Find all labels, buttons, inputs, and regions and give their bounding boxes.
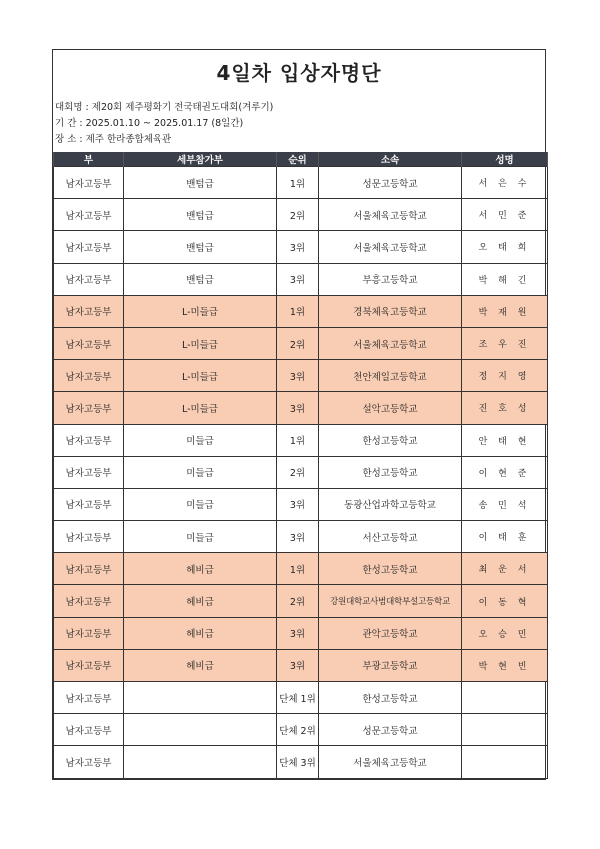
cell-category (124, 746, 277, 778)
cell-category: 헤비급 (124, 585, 277, 617)
cell-rank: 3위 (277, 521, 319, 553)
cell-school: 동광산업과학고등학교 (319, 488, 462, 520)
table-row (54, 488, 548, 520)
cell-school: 관악고등학교 (319, 617, 462, 649)
table-row (54, 553, 548, 585)
cell-rank: 2위 (277, 456, 319, 488)
table-row (54, 585, 548, 617)
cell-name: 이 현 준 (462, 456, 548, 488)
cell-name: 오 승 민 (462, 617, 548, 649)
cell-division: 남자고등부 (54, 682, 124, 714)
cell-school: 천안제일고등학교 (319, 360, 462, 392)
cell-rank: 3위 (277, 231, 319, 263)
cell-school: 부광고등학교 (319, 649, 462, 681)
cell-rank: 1위 (277, 167, 319, 199)
cell-division: 남자고등부 (54, 231, 124, 263)
cell-rank: 3위 (277, 488, 319, 520)
cell-category: 헤비급 (124, 617, 277, 649)
cell-school: 서울체육고등학교 (319, 231, 462, 263)
cell-name: 서 민 준 (462, 199, 548, 231)
cell-name: 정 지 영 (462, 360, 548, 392)
cell-rank: 단체 3위 (277, 746, 319, 778)
header-division: 부 (54, 152, 124, 167)
results-table (53, 152, 548, 779)
event-period: 기 간 : 2025.01.10 ~ 2025.01.17 (8일간) (55, 118, 244, 129)
table-row (54, 682, 548, 714)
cell-category: L-미들급 (124, 392, 277, 424)
cell-rank: 2위 (277, 327, 319, 359)
cell-name: 최 운 서 (462, 553, 548, 585)
cell-category: L-미들급 (124, 327, 277, 359)
cell-category: 헤비급 (124, 649, 277, 681)
cell-category: L-미들급 (124, 360, 277, 392)
cell-rank: 3위 (277, 360, 319, 392)
cell-name: 박 재 원 (462, 295, 548, 327)
table-row (54, 456, 548, 488)
table-row (54, 327, 548, 359)
event-venue: 장 소 : 제주 한라종합체육관 (55, 134, 172, 145)
cell-school: 설악고등학교 (319, 392, 462, 424)
cell-name: 이 동 혁 (462, 585, 548, 617)
cell-name: 박 해 긴 (462, 263, 548, 295)
cell-name (462, 746, 548, 778)
table-row (54, 714, 548, 746)
cell-category: 미들급 (124, 521, 277, 553)
cell-school: 한성고등학교 (319, 553, 462, 585)
cell-name: 서 은 수 (462, 167, 548, 199)
cell-rank: 1위 (277, 424, 319, 456)
header-rank: 순위 (277, 152, 319, 167)
cell-rank: 단체 2위 (277, 714, 319, 746)
table-row (54, 231, 548, 263)
cell-rank: 3위 (277, 263, 319, 295)
cell-category: 미들급 (124, 456, 277, 488)
cell-rank: 1위 (277, 553, 319, 585)
table-header (54, 152, 548, 167)
cell-division: 남자고등부 (54, 617, 124, 649)
cell-division: 남자고등부 (54, 746, 124, 778)
table-row (54, 617, 548, 649)
table-row (54, 392, 548, 424)
cell-category (124, 714, 277, 746)
cell-rank: 2위 (277, 585, 319, 617)
cell-name: 이 태 훈 (462, 521, 548, 553)
cell-division: 남자고등부 (54, 521, 124, 553)
cell-school: 서산고등학교 (319, 521, 462, 553)
cell-school: 한성고등학교 (319, 456, 462, 488)
cell-school: 서울체육고등학교 (319, 199, 462, 231)
cell-category: 헤비급 (124, 553, 277, 585)
cell-division: 남자고등부 (54, 649, 124, 681)
cell-division: 남자고등부 (54, 263, 124, 295)
header-name: 성명 (462, 152, 548, 167)
results-sheet (52, 49, 546, 780)
cell-category: 미들급 (124, 424, 277, 456)
cell-category: 밴텀급 (124, 231, 277, 263)
cell-division: 남자고등부 (54, 553, 124, 585)
cell-division: 남자고등부 (54, 714, 124, 746)
table-row (54, 746, 548, 778)
cell-division: 남자고등부 (54, 456, 124, 488)
cell-name: 안 태 현 (462, 424, 548, 456)
cell-division: 남자고등부 (54, 424, 124, 456)
event-name: 대회명 : 제20회 제주평화기 전국태권도대회(겨루기) (55, 102, 274, 113)
cell-school: 경북체육고등학교 (319, 295, 462, 327)
cell-division: 남자고등부 (54, 199, 124, 231)
table-row (54, 649, 548, 681)
cell-name: 오 태 희 (462, 231, 548, 263)
cell-rank: 단체 1위 (277, 682, 319, 714)
table-row (54, 167, 548, 199)
cell-school: 성문고등학교 (319, 714, 462, 746)
page-title: 4일차 입상자명단 (216, 61, 382, 85)
cell-division: 남자고등부 (54, 585, 124, 617)
cell-division: 남자고등부 (54, 167, 124, 199)
cell-category: 밴텀급 (124, 263, 277, 295)
cell-rank: 2위 (277, 199, 319, 231)
event-info (53, 96, 545, 152)
cell-name (462, 682, 548, 714)
cell-division: 남자고등부 (54, 295, 124, 327)
cell-name: 박 현 빈 (462, 649, 548, 681)
cell-name: 진 호 성 (462, 392, 548, 424)
table-row (54, 360, 548, 392)
cell-division: 남자고등부 (54, 327, 124, 359)
cell-school: 강원대학교사범대학부설고등학교 (319, 585, 462, 617)
cell-name: 송 민 석 (462, 488, 548, 520)
cell-school: 한성고등학교 (319, 682, 462, 714)
cell-school: 부흥고등학교 (319, 263, 462, 295)
cell-rank: 3위 (277, 617, 319, 649)
table-body (54, 167, 548, 779)
cell-division: 남자고등부 (54, 360, 124, 392)
cell-rank: 3위 (277, 392, 319, 424)
cell-category: 미들급 (124, 488, 277, 520)
cell-category: 밴텀급 (124, 199, 277, 231)
table-row (54, 424, 548, 456)
cell-school: 서울체육고등학교 (319, 327, 462, 359)
cell-school: 서울체육고등학교 (319, 746, 462, 778)
table-row (54, 295, 548, 327)
cell-category: 밴텀급 (124, 167, 277, 199)
table-row (54, 263, 548, 295)
table-row (54, 199, 548, 231)
header-category: 세부참가부 (124, 152, 277, 167)
table-row (54, 521, 548, 553)
cell-division: 남자고등부 (54, 488, 124, 520)
cell-division: 남자고등부 (54, 392, 124, 424)
cell-category (124, 682, 277, 714)
cell-rank: 1위 (277, 295, 319, 327)
cell-rank: 3위 (277, 649, 319, 681)
header-school: 소속 (319, 152, 462, 167)
cell-category: L-미들급 (124, 295, 277, 327)
cell-school: 성문고등학교 (319, 167, 462, 199)
cell-name: 조 우 진 (462, 327, 548, 359)
cell-school: 한성고등학교 (319, 424, 462, 456)
cell-name (462, 714, 548, 746)
